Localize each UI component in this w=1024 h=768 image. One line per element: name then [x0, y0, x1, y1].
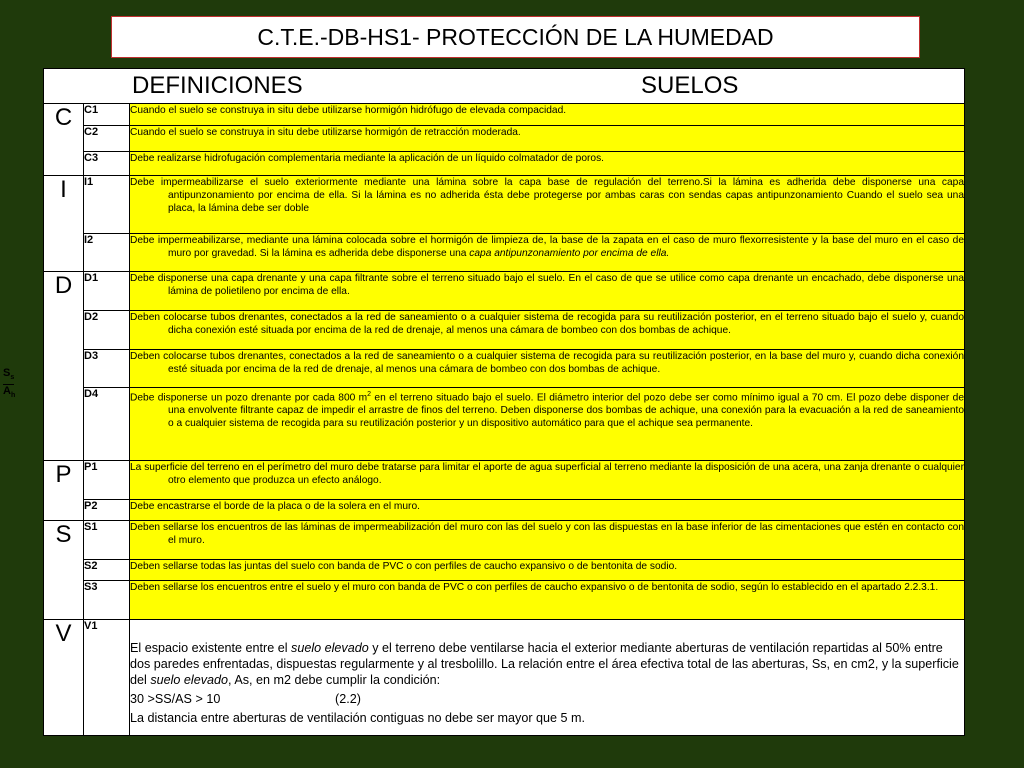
desc-d1: Debe disponerse una capa drenante y una capa filtrante sobre el terreno situado bajo el suelo. En el caso de que se utilice como capa drenante un encachado, debe disponerse una lámina de polietileno por encima de ella.	[130, 272, 965, 311]
code-d2: D2	[84, 311, 130, 350]
code-c2: C2	[84, 126, 130, 152]
group-letter-i: I	[44, 176, 84, 272]
code-d4: D4	[84, 388, 130, 461]
code-p2: P2	[84, 500, 130, 521]
code-d1: D1	[84, 272, 130, 311]
header-definiciones: DEFINICIONES	[132, 72, 303, 99]
code-c3: C3	[84, 152, 130, 176]
v1-condition: 30 >SS/AS > 10 (2.2)	[130, 692, 361, 706]
code-d3: D3	[84, 350, 130, 388]
desc-s3: Deben sellarse los encuentros entre el suelo y el muro con banda de PVC o con perfiles de caucho expansivo o de bentonita de sodio, según lo establecido en el apartado 2.2.3.1.	[130, 581, 965, 620]
code-c1: C1	[84, 104, 130, 126]
header-suelos: SUELOS	[641, 72, 739, 99]
code-i1: I1	[84, 176, 130, 234]
desc-c2: Cuando el suelo se construya in situ debe utilizarse hormigón de retracción moderada.	[130, 126, 965, 152]
code-p1: P1	[84, 461, 130, 500]
desc-i2: Debe impermeabilizarse, mediante una lámina colocada sobre el hormigón de limpieza de, la base de la zapata en el caso de muro flexorresistente y la base del muro en el caso de muro por gravedad. Si la lámina es adherida debe disponerse una capa antipunzonamiento por encima de ella.	[130, 234, 965, 272]
code-s3: S3	[84, 581, 130, 620]
code-v1: V1	[84, 620, 130, 736]
desc-d3: Deben colocarse tubos drenantes, conectados a la red de saneamiento o a cualquier sistema de recogida para su reutilización posterior, en la base del muro y, cuando dicha conexión esté situada por encima de la red de drenaje, al menos una cámara de bombeo con dos bombas de achique.	[130, 350, 965, 388]
v1-paragraph: El espacio existente entre el suelo elevado y el terreno debe ventilarse hacia el exterior mediante aberturas de ventilación repartidas al 50% entre dos paredes enfrentadas, dispuestas regularmente y al tresbolillo. La relación entre el área efectiva total de las aberturas, Ss, en cm2, y la superficie del suelo elevado, As, en m2 debe cumplir la condición:	[130, 641, 959, 687]
code-i2: I2	[84, 234, 130, 272]
ventilation-ratio-formula: $S_s$ $A_h$	[3, 367, 16, 400]
desc-d2: Deben colocarse tubos drenantes, conectados a la red de saneamiento o a cualquier sistema de recogida para su reutilización posterior, en el terreno situado bajo el suelo y, cuando dicha conexión esté situada por encima de la red de drenaje, al menos una cámara de bombeo con dos bombas de achique.	[130, 311, 965, 350]
definitions-table	[43, 68, 965, 736]
group-letter-v: V	[44, 620, 84, 736]
desc-c1: Cuando el suelo se construya in situ debe utilizarse hormigón hidrófugo de elevada compacidad.	[130, 104, 965, 126]
desc-p1: La superficie del terreno en el perímetro del muro debe tratarse para limitar el aporte de agua superficial al terreno mediante la disposición de una acera, una zanja drenante o cualquier otro elemento que produzca un efecto análogo.	[130, 461, 965, 500]
desc-i1: Debe impermeabilizarse el suelo exteriormente mediante una lámina sobre la capa base de regulación del terreno.Si la lámina es adherida debe disponerse una capa antipunzonamiento por encima de ella. Si la lámina es no adherida ésta debe protegerse por ambas caras con sendas capas antipunzonamiento Cuando el suelo sea una placa, la lámina debe ser doble	[130, 176, 965, 234]
desc-d4: Debe disponerse un pozo drenante por cada 800 $m^2$ en el terreno situado bajo el suelo. El diámetro interior del pozo debe ser como mínimo igual a 70 cm. El pozo debe disponer de una envolvente filtrante capaz de impedir el arrastre de finos del terreno. Deben disponerse dos bombas de achique, una conexión para la evacuación a la red de saneamiento o a cualquier sistema de recogida para su reutilización posterior y un dispositivo automático para que el achique sea permanente.	[130, 388, 965, 461]
code-s1: S1	[84, 521, 130, 560]
group-letter-p: P	[44, 461, 84, 521]
v1-distance-note: La distancia entre aberturas de ventilación contiguas no debe ser mayor que 5 m.	[130, 711, 586, 725]
table-header	[44, 69, 965, 104]
desc-p2: Debe encastrarse el borde de la placa o de la solera en el muro.	[130, 500, 965, 521]
group-letter-d: D	[44, 272, 84, 461]
desc-s2: Deben sellarse todas las juntas del suelo con banda de PVC o con perfiles de caucho expansivo o de bentonita de sodio.	[130, 560, 965, 581]
desc-c3: Debe realizarse hidrofugación complementaria mediante la aplicación de un líquido colmatador de poros.	[130, 152, 965, 176]
page-title: C.T.E.-DB-HS1- PROTECCIÓN DE LA HUMEDAD	[111, 16, 920, 58]
desc-s1: Deben sellarse los encuentros de las láminas de impermeabilización del muro con las del suelo y con las dispuestas en la base inferior de las cimentaciones que estén en contacto con el muro.	[130, 521, 965, 560]
code-s2: S2	[84, 560, 130, 581]
group-letter-c: C	[44, 104, 84, 176]
group-letter-s: S	[44, 521, 84, 620]
desc-v1	[130, 620, 965, 736]
